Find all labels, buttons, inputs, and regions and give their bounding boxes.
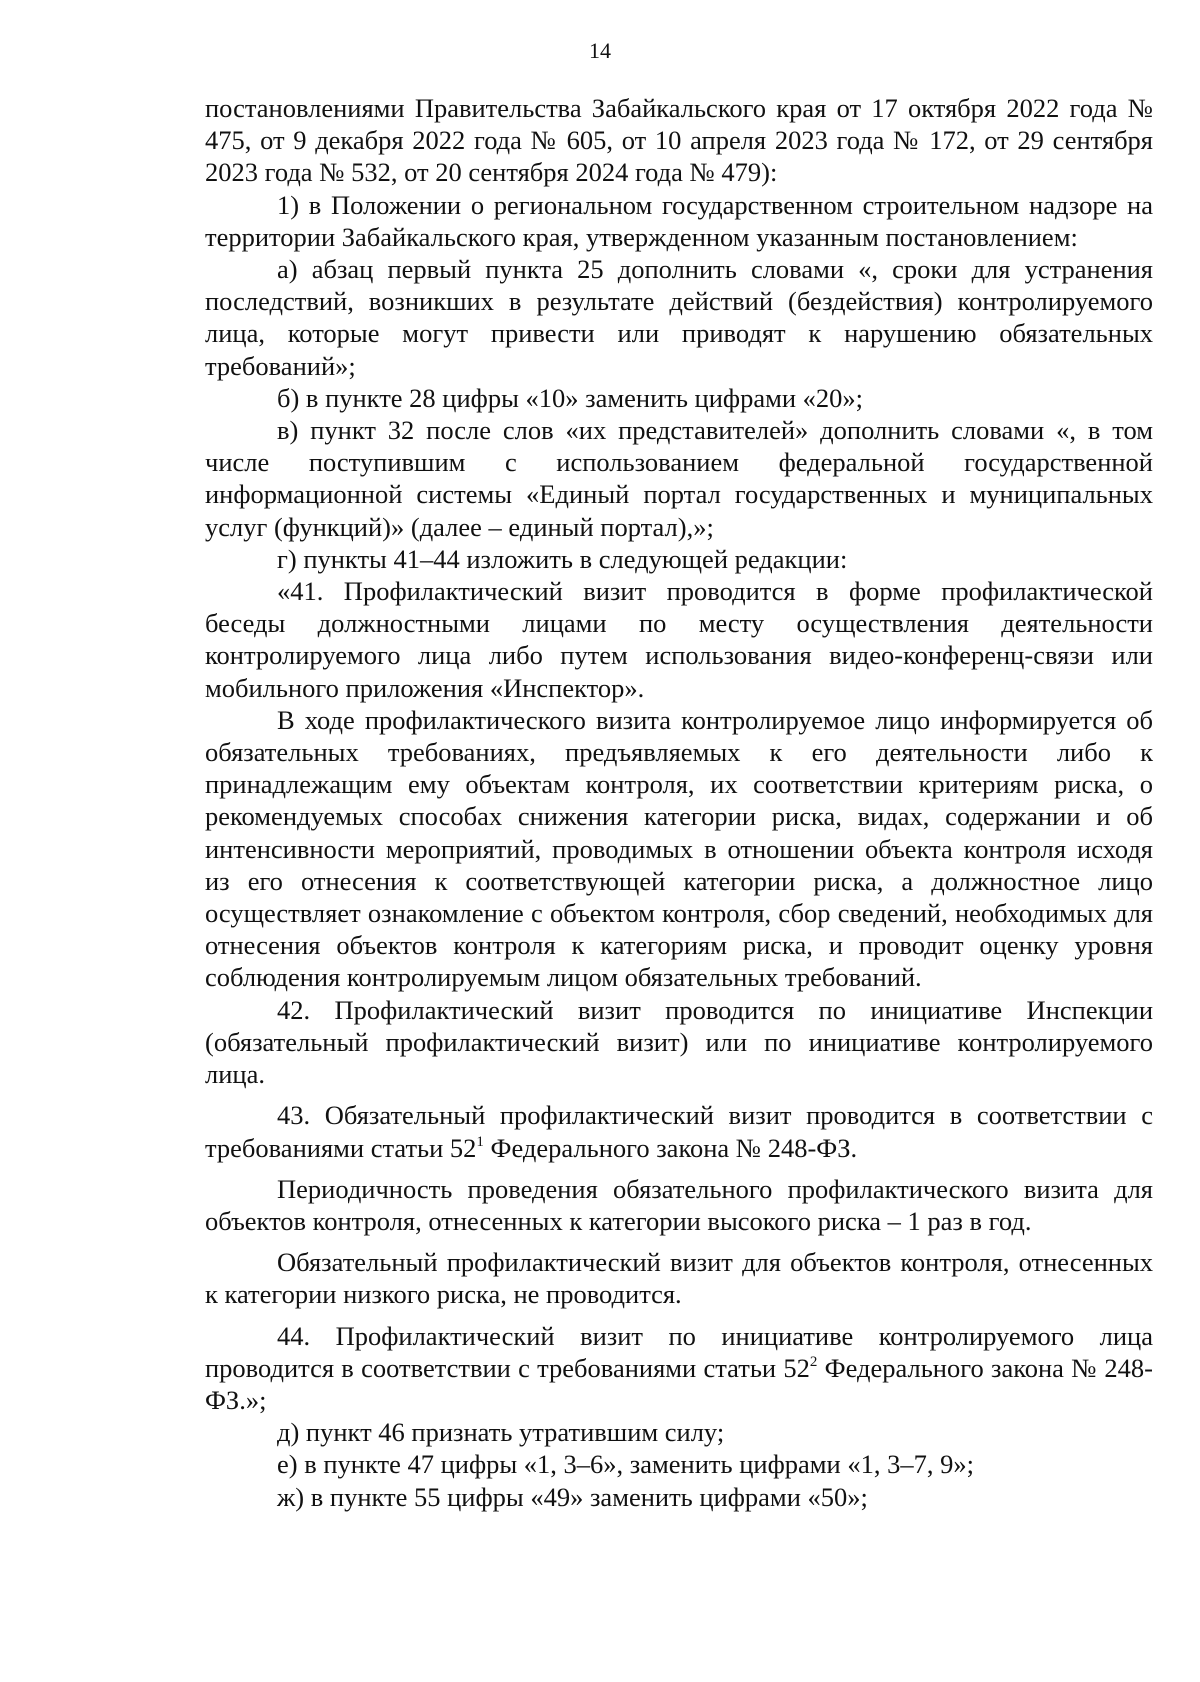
paragraph-subitem-g: г) пункты 41–44 изложить в следующей редакции: <box>277 543 848 574</box>
paragraph-periodicity: Периодичность проведения обязательного профилактического визита для объектов контроля, отнесенных к категории высокого риска – 1 раз в год. <box>205 1173 1153 1236</box>
paragraph-low-risk: Обязательный профилактический визит для объектов контроля, отнесенных к категории низкого риска, не проводится. <box>205 1247 1153 1310</box>
paragraph-point-43 <box>205 1099 1153 1163</box>
paragraph-point-41-continued: В ходе профилактического визита контролируемое лицо информируется об обязательных требованиях, предъявляемых к его деятельности либо к принадлежащим ему объектам контроля, их соответствии критериям риска, о рекомендуемых способах снижения категории риска, видах, содержании и об интенсивности мероприятий, проводимых в отношении объекта контроля исходя из его отнесения к соответствующей категории риска, а должностное лицо осуществляет ознакомление с объектом контроля, сбор сведений, необходимых для отнесения объектов контроля к категориям риска, и проводит оценку уровня соблюдения контролируемым лицом обязательных требований. <box>205 704 1153 993</box>
paragraph-subitem-v: в) пункт 32 после слов «их представителей» дополнить словами «, в том числе поступившим с использованием федеральной государственной информационной системы «Единый портал государственных и муниципальных услуг (функций)» (далее – единый портал),»; <box>205 415 1153 542</box>
paragraph-point-42: 42. Профилактический визит проводится по инициативе Инспекции (обязательный профилактический визит) или по инициативе контролируемого лица. <box>205 994 1153 1090</box>
document-body <box>205 92 1153 1513</box>
paragraph-point-44 <box>205 1320 1153 1417</box>
paragraph-point-43-text: 43. Обязательный профилактический визит проводится в соответствии с требованиями статьи 52 <box>205 1100 1153 1163</box>
page-number: 14 <box>589 38 611 63</box>
paragraph-intro: постановлениями Правительства Забайкальского края от 17 октября 2022 года № 475, от 9 декабря 2022 года № 605, от 10 апреля 2023 года № 172, от 29 сентября 2023 года № 532, от 20 сентября 2024 года № 479): <box>205 93 1153 188</box>
paragraph-point-44-tail: Федерального закона № 248-ФЗ.»; <box>205 1352 1153 1415</box>
paragraph-subitem-d: д) пункт 46 признать утратившим силу; <box>277 1417 725 1448</box>
paragraph-point-43-tail: Федерального закона № 248-ФЗ. <box>483 1132 858 1163</box>
paragraph-point-44-text: 44. Профилактический визит по инициативе контролируемого лица проводится в соответствии с требованиями статьи 52 <box>205 1320 1153 1383</box>
paragraph-item-1: 1) в Положении о региональном государственном строительном надзоре на территории Забайкальского края, утвержденном указанным постановлением: <box>205 189 1153 252</box>
superscript-2: 2 <box>809 1353 818 1370</box>
paragraph-point-41: «41. Профилактический визит проводится в форме профилактической беседы должностными лицами по месту осуществления деятельности контролируемого лица либо путем использования видео-конференц-связи или мобильного приложения «Инспектор». <box>205 576 1153 703</box>
paragraph-subitem-zh: ж) в пункте 55 цифры «49» заменить цифрами «50»; <box>277 1481 868 1512</box>
superscript-1: 1 <box>476 1133 484 1150</box>
paragraph-subitem-a: а) абзац первый пункта 25 дополнить словами «, сроки для устранения последствий, возникших в результате действий (бездействия) контролируемого лица, которые могут привести или приводят к нарушению обязательных требований»; <box>205 254 1153 381</box>
paragraph-subitem-e: е) в пункте 47 цифры «1, 3–6», заменить цифрами «1, 3–7, 9»; <box>277 1449 974 1480</box>
paragraph-subitem-b: б) в пункте 28 цифры «10» заменить цифрами «20»; <box>277 382 864 413</box>
